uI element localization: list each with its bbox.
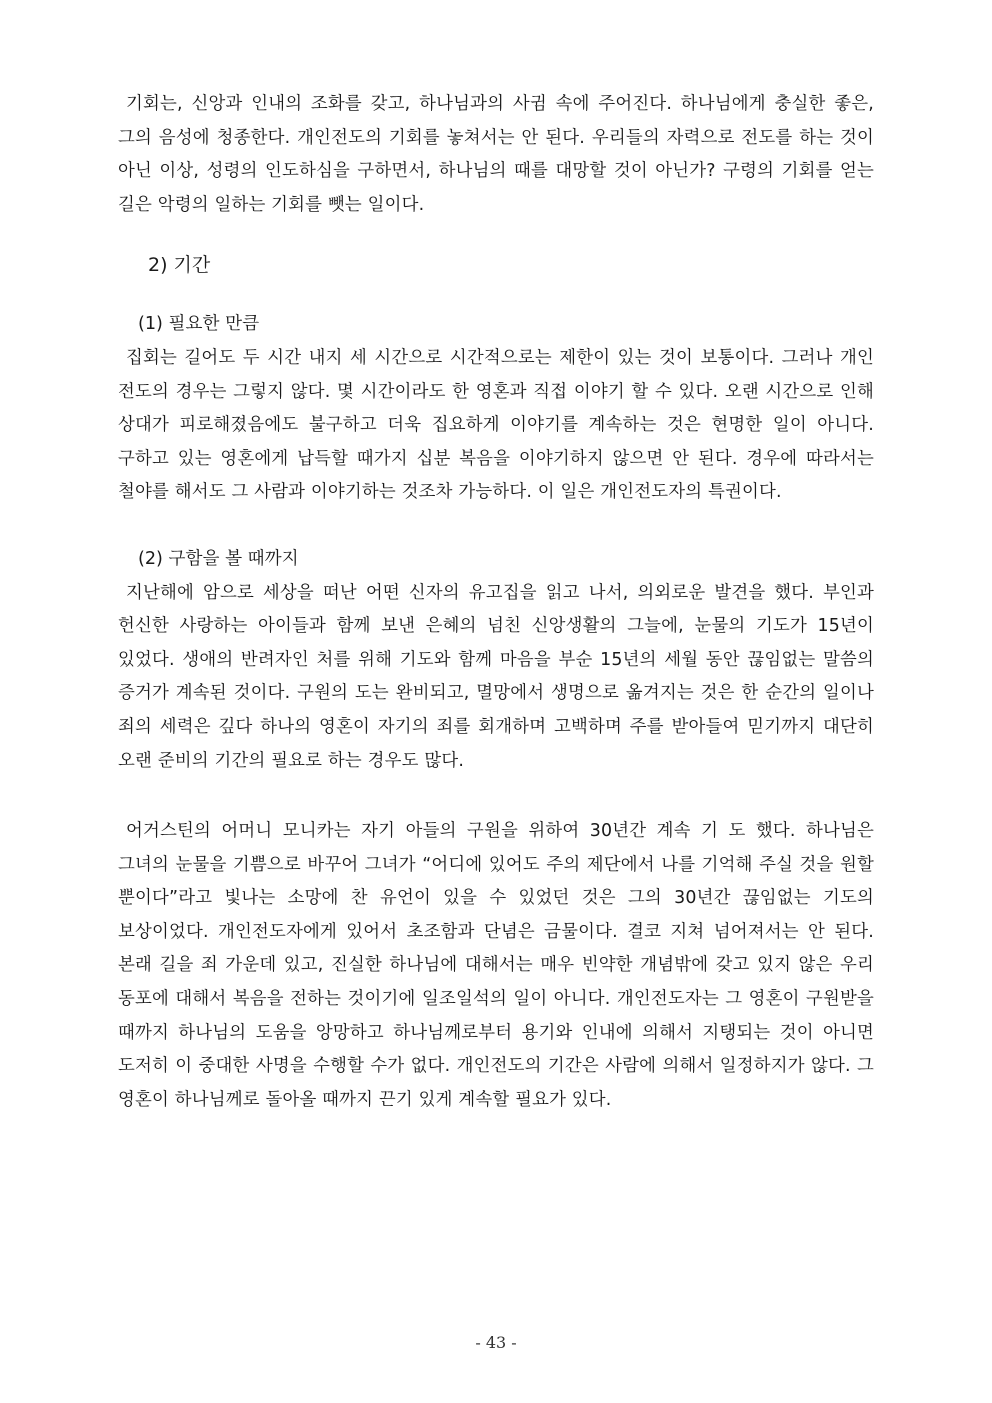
subsection-heading-2: (2) 구함을 볼 때까지 [138,548,299,569]
page-number: - 43 - [475,1333,517,1352]
spacer [118,778,874,815]
subsection-body-2-continued: 어거스틴의 어머니 모니카는 자기 아들의 구원을 위하여 30년간 계속 기 도 했다. 하나님은 그녀의 눈물을 기쁨으로 바꾸어 그녀가 “어디에 있어도 주의 제단에서 나를 기억해 주실 것을 원할 뿐이다”라고 빛나는 소망에 찬 유언이 있을 수 있었던 것은 그의 30년간 끊임없는 기도의 보상이었다. 개인전도자에게 있어서 초조함과 단념은 금물이다. 결코 지쳐 넘어져서는 안 된다. 본래 길을 죄 가운데 있고, 진실한 하나님에 대해서는 매우 빈약한 개념밖에 갖고 있지 않은 우리 동포에 대해서 복음을 전하는 것이기에 일조일석의 일이 아니다. 개인전도자는 그 영혼이 구원받을 때까지 하나님의 도움을 앙망하고 하나님께로부터 용기와 인내에 의해서 지탱되는 것이 아니면 도저히 이 중대한 사명을 수행할 수가 없다. 개인전도의 기간은 사람에 의해서 일정하지가 않다. 그 영혼이 하나님께로 돌아올 때까지 끈기 있게 계속할 필요가 있다. [118,821,874,1110]
section-heading: 2) 기간 [148,254,211,277]
spacer [118,510,874,543]
subsection-body-1: 집회는 길어도 두 시간 내지 세 시간으로 시간적으로는 제한이 있는 것이 보통이다. 그러나 개인 전도의 경우는 그렇지 않다. 몇 시간이라도 한 영혼과 직접 이야기 할 수 있다. 오랜 시간으로 인해 상대가 피로해졌음에도 불구하고 더욱 집요하게 이야기를 계속하는 것은 현명한 일이 아니다. 구하고 있는 영혼에게 납득할 때가지 십분 복음을 이야기하지 않으면 안 된다. 경우에 따라서는 철야를 해서도 그 사람과 이야기하는 것조차 가능하다. 이 일은 개인전도자의 특권이다. [118,347,874,503]
subsection-body-2: 지난해에 암으로 세상을 떠난 어떤 신자의 유고집을 읽고 나서, 의외로운 발견을 했다. 부인과 헌신한 사랑하는 아이들과 함께 보낸 은혜의 넘친 신앙생활의 그늘에, 눈물의 기도가 15년이 있었다. 생애의 반려자인 처를 위해 기도와 함께 마음을 부순 15년의 세월 동안 끊임없는 말씀의 증거가 계속된 것이다. 구원의 도는 완비되고, 멸망에서 생명으로 옮겨지는 것은 한 순간의 일이나 죄의 세력은 깊다 하나의 영혼이 자기의 죄를 회개하며 고백하며 주를 받아들여 믿기까지 대단히 오랜 준비의 기간의 필요로 하는 경우도 많다. [118,582,874,771]
spacer [118,282,874,308]
page-content [118,88,874,1117]
spacer [118,222,874,248]
intro-paragraph: 기회는, 신앙과 인내의 조화를 갖고, 하나님과의 사귐 속에 주어진다. 하나님에게 충실한 좋은, 그의 음성에 청종한다. 개인전도의 기회를 놓쳐서는 안 된다. 우리들의 자력으로 전도를 하는 것이 아닌 이상, 성령의 인도하심을 구하면서, 하나님의 때를 대망할 것이 아닌가? 구령의 기회를 얻는 길은 악령의 일하는 기회를 뺏는 일이다. [118,94,874,215]
subsection-heading-1: (1) 필요한 만큼 [138,314,260,335]
